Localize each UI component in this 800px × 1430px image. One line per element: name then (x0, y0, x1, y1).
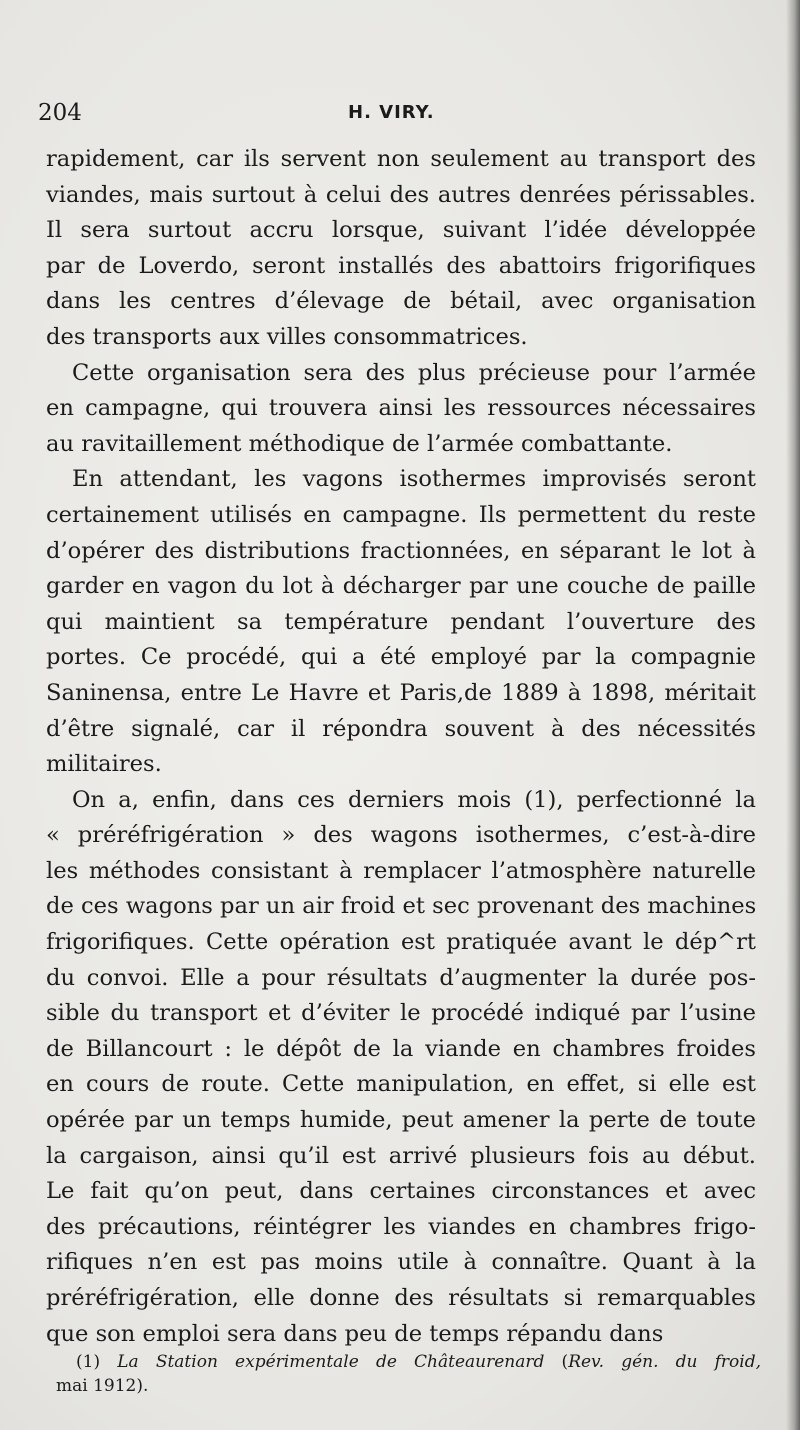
text-line: En attendant, les vagons isothermes improvisés seront (72, 466, 756, 493)
footnote-ref-open: ( (561, 1352, 569, 1372)
text-line: en campagne, qui trouvera ainsi les ressources nécessaires (46, 395, 756, 422)
text-line: viandes, mais surtout à celui des autres denrées périssables. (46, 181, 756, 208)
text-line: garder en vagon du lot à décharger par une couche de paille (46, 573, 756, 600)
text-line: On a, enfin, dans ces derniers mois (1), perfectionné la (72, 786, 756, 813)
footnote-marker: (1) (76, 1352, 101, 1372)
text-line: sible du transport et d’éviter le procédé indiqué par l’usine (46, 1000, 756, 1027)
text-line: Cette organisation sera des plus précieuse pour l’armée (72, 359, 756, 386)
text-line: des transports aux villes consommatrices. (46, 323, 528, 350)
text-line: « préréfrigération » des wagons isothermes, c’est-à-dire (46, 822, 756, 849)
text-line: dans les centres d’élevage de bétail, avec organisation (46, 288, 756, 315)
text-line: les méthodes consistant à remplacer l’atmosphère naturelle (46, 857, 756, 884)
page-edge-shadow (786, 0, 800, 1430)
text-line: certainement utilisés en campagne. Ils permettent du reste (46, 501, 756, 528)
text-line: en cours de route. Cette manipulation, en effet, si elle est (46, 1071, 756, 1098)
text-line: rifiques n’en est pas moins utile à connaître. Quant à la (46, 1249, 756, 1276)
text-line: préréfrigération, elle donne des résultats si remarquables (46, 1285, 756, 1311)
footnote (56, 1350, 761, 1398)
paragraph (46, 142, 756, 356)
text-line: militaires. (46, 751, 162, 778)
text-line: qui maintient sa température pendant l’ouverture des (46, 608, 756, 635)
text-line: opérée par un temps humide, peut amener la perte de toute (46, 1107, 756, 1134)
text-line: Il sera surtout accru lorsque, suivant l’idée développée (46, 217, 756, 244)
text-line: frigorifiques. Cette opération est pratiquée avant le dép^rt (46, 929, 756, 956)
text-line: de ces wagons par un air froid et sec provenant des machines (46, 893, 757, 920)
page-header (38, 100, 758, 132)
text-line: que son emploi sera dans peu de temps répandu dans (46, 1320, 664, 1347)
text-line: de Billancourt : le dépôt de la viande en chambres froides (46, 1035, 756, 1062)
text-line: du convoi. Elle a pour résultats d’augmenter la durée pos- (46, 964, 756, 991)
text-line: rapidement, car ils servent non seulement au transport des (46, 146, 756, 172)
body-text (46, 142, 756, 1352)
text-line: Le fait qu’on peut, dans certaines circonstances et avec (46, 1178, 756, 1205)
footnote-source: Rev. gén. du froid, (568, 1352, 761, 1372)
paragraph (46, 462, 756, 782)
text-line: Saninensa, entre Le Havre et Paris,de 1889 à 1898, méritait (46, 679, 756, 706)
running-head: H. VIRY. (348, 102, 435, 123)
text-line: portes. Ce procédé, qui a été employé par la compagnie (46, 644, 756, 671)
text-line: d’être signalé, car il répondra souvent à des nécessités (46, 715, 756, 742)
text-line: des précautions, réintégrer les viandes en chambres frigo- (46, 1213, 756, 1240)
text-line: par de Loverdo, seront installés des abattoirs frigorifiques (46, 252, 756, 279)
footnote-date: mai 1912). (56, 1376, 149, 1396)
text-line: la cargaison, ainsi qu’il est arrivé plusieurs fois au début. (46, 1142, 756, 1169)
footnote-title: La Station expérimentale de Châteaurenard (117, 1352, 545, 1372)
footnote-line-1 (56, 1350, 761, 1374)
text-line: au ravitaillement méthodique de l’armée combattante. (46, 430, 673, 457)
paragraph (46, 356, 756, 463)
paragraph (46, 783, 756, 1353)
page-number: 204 (38, 100, 82, 126)
text-line: d’opérer des distributions fractionnées, en séparant le lot à (46, 537, 756, 564)
